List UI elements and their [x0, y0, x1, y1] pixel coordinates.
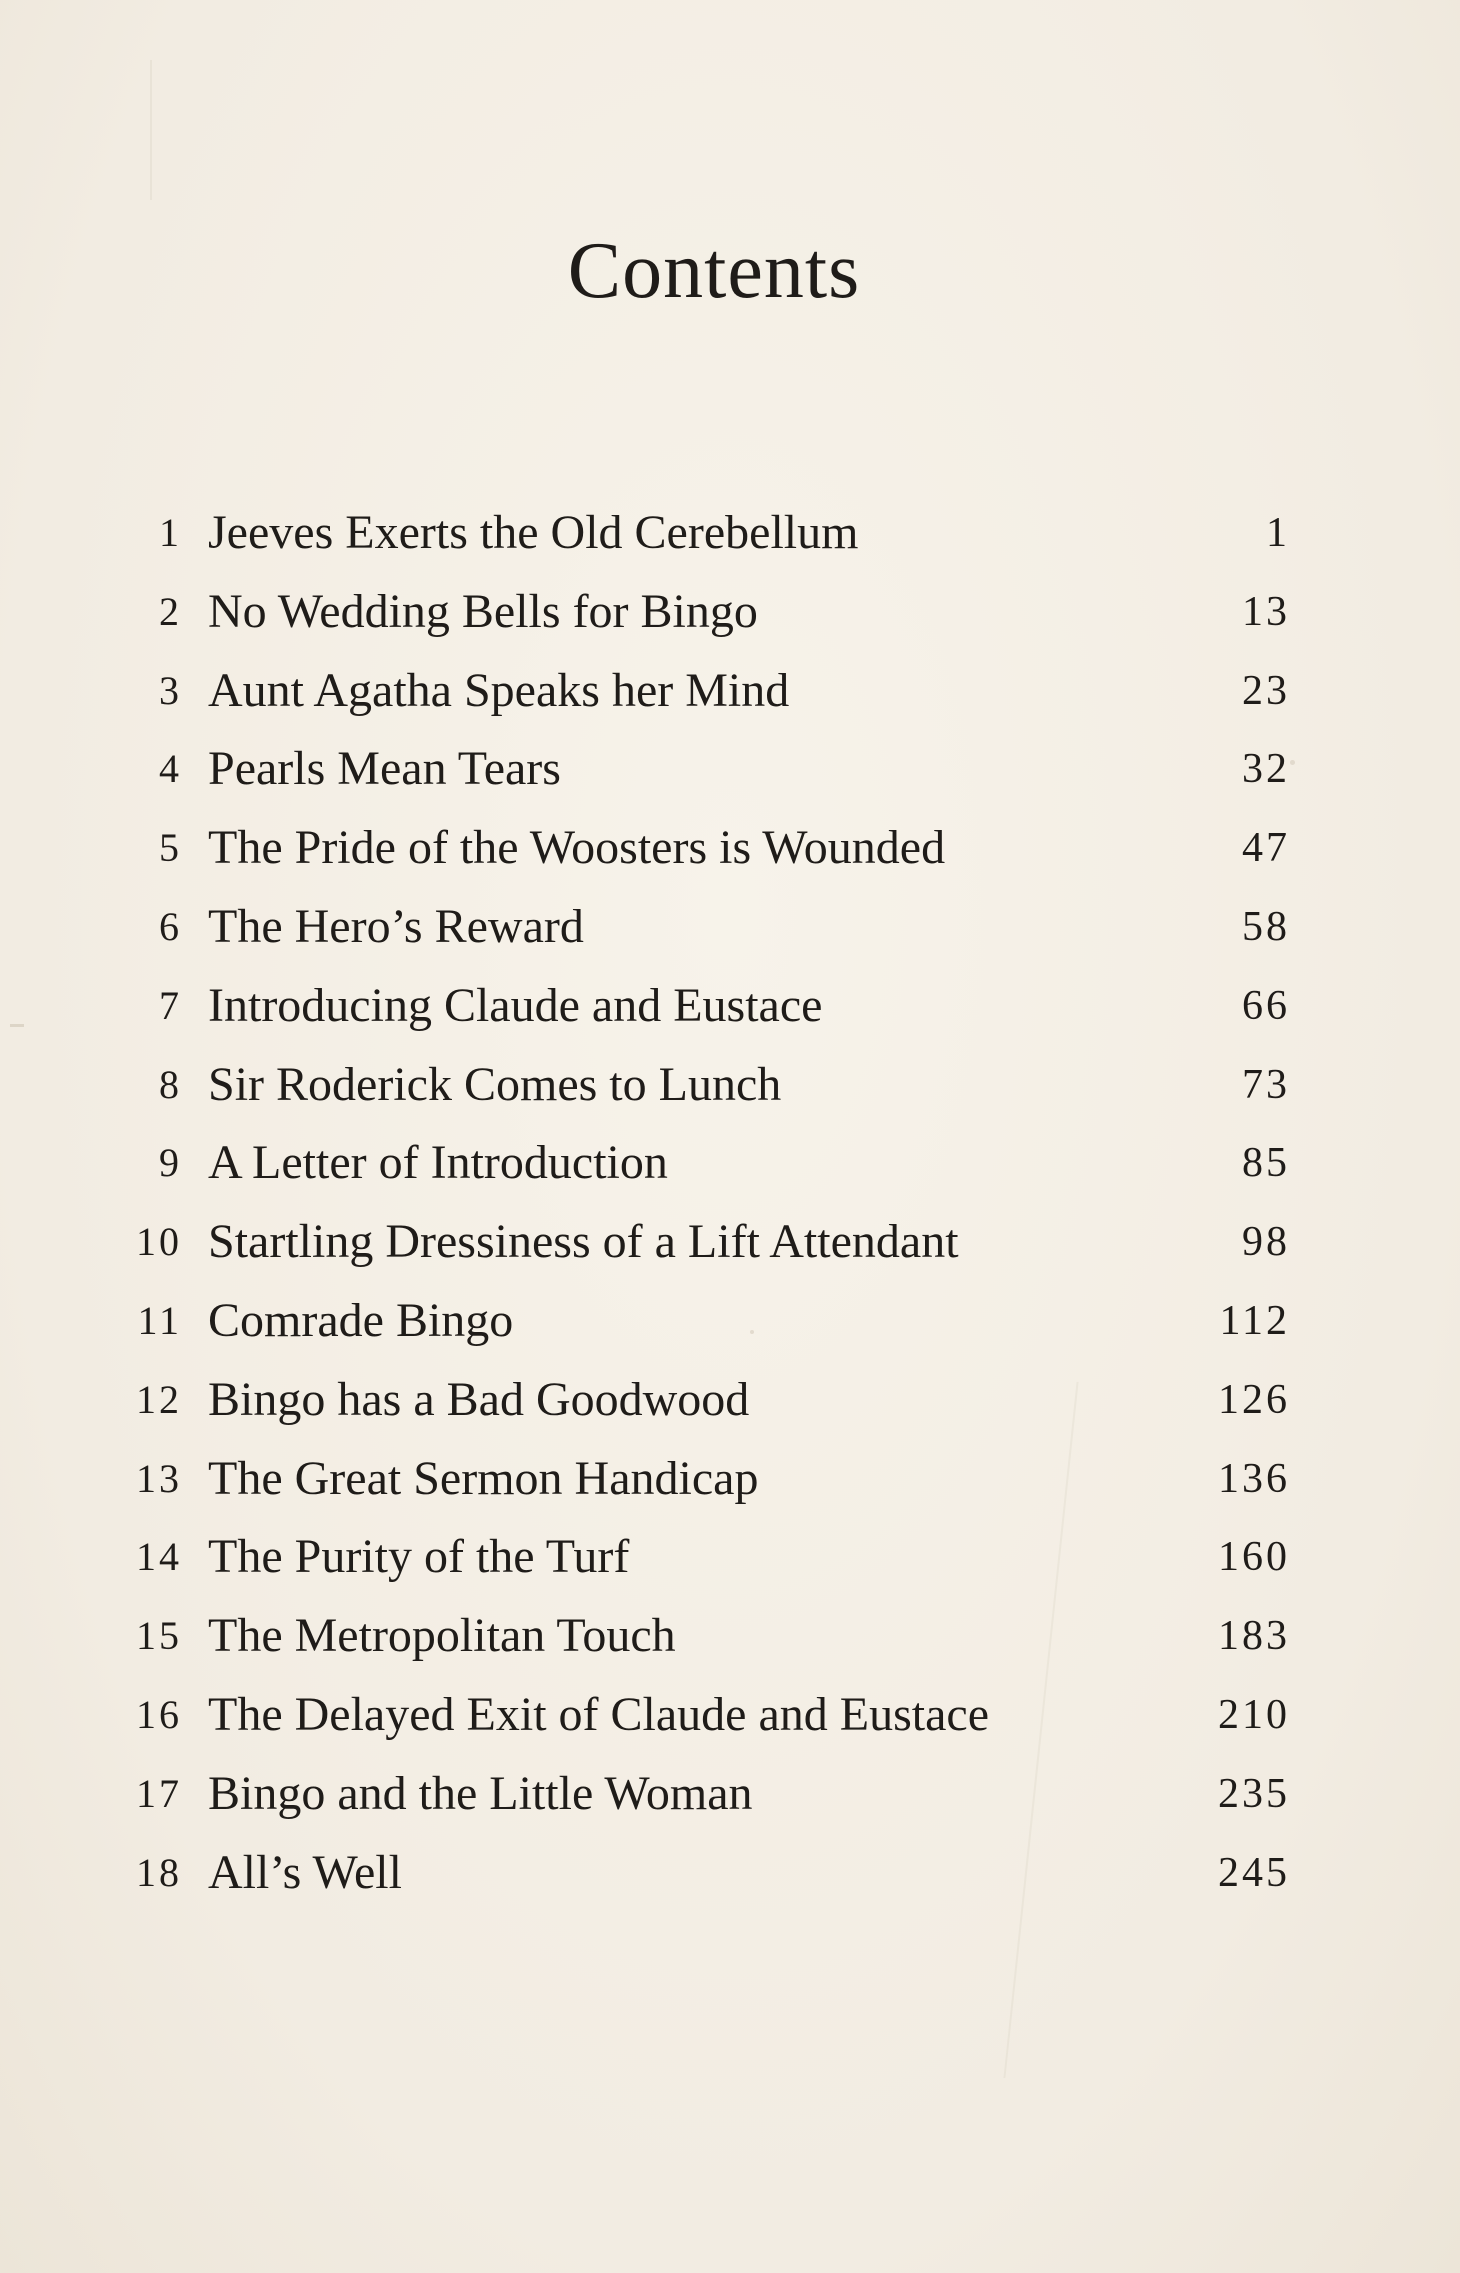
chapter-number: 17: [136, 1770, 182, 1816]
chapter-number: 2: [159, 588, 182, 634]
chapter-number: 10: [136, 1219, 182, 1265]
toc-entry[interactable]: [130, 1370, 1290, 1449]
page-number: 126: [1218, 1376, 1290, 1423]
table-of-contents: [130, 503, 1290, 1921]
chapter-title: Aunt Agatha Speaks her Mind: [208, 663, 790, 717]
chapter-number: 9: [159, 1140, 182, 1186]
chapter-number: 6: [159, 903, 182, 949]
chapter-title: The Pride of the Woosters is Wounded: [208, 821, 946, 875]
chapter-title: The Great Sermon Handicap: [208, 1451, 759, 1505]
chapter-title: Pearls Mean Tears: [208, 742, 561, 796]
chapter-number: 3: [159, 667, 182, 713]
chapter-title: No Wedding Bells for Bingo: [208, 584, 758, 638]
toc-entry[interactable]: [130, 739, 1290, 818]
chapter-title: All’s Well: [208, 1845, 402, 1899]
paper-speck: [10, 1024, 24, 1027]
toc-entry[interactable]: [130, 1527, 1290, 1606]
chapter-title: The Purity of the Turf: [208, 1530, 630, 1584]
chapter-number: 7: [159, 982, 182, 1028]
page-number: 1: [1266, 510, 1290, 556]
paper-speck: [150, 60, 152, 200]
chapter-number: 16: [136, 1691, 182, 1737]
toc-entry[interactable]: [130, 897, 1290, 976]
page-number: 13: [1242, 588, 1290, 635]
chapter-title: Introducing Claude and Eustace: [208, 978, 823, 1032]
chapter-number: 14: [136, 1534, 182, 1580]
page-number: 47: [1242, 825, 1290, 872]
toc-entry[interactable]: [130, 818, 1290, 897]
toc-entry[interactable]: [130, 661, 1290, 740]
chapter-number: 18: [136, 1849, 182, 1895]
chapter-title: Bingo has a Bad Goodwood: [208, 1372, 750, 1426]
page-number: 136: [1218, 1455, 1290, 1502]
page-number: 245: [1218, 1849, 1290, 1896]
chapter-title: Jeeves Exerts the Old Cerebellum: [208, 506, 859, 559]
page-number: 183: [1218, 1613, 1290, 1660]
page-number: 98: [1242, 1219, 1290, 1266]
toc-entry[interactable]: [130, 1685, 1290, 1764]
chapter-number: 11: [137, 1297, 182, 1343]
chapter-number: 1: [159, 510, 182, 555]
chapter-title: A Letter of Introduction: [208, 1136, 668, 1190]
toc-entry[interactable]: [130, 1212, 1290, 1291]
toc-entry[interactable]: [130, 1291, 1290, 1370]
chapter-number: 8: [159, 1061, 182, 1107]
toc-entry[interactable]: [130, 1055, 1290, 1134]
chapter-title: The Hero’s Reward: [208, 899, 584, 953]
chapter-title: Startling Dressiness of a Lift Attendant: [208, 1215, 959, 1269]
page-number: 85: [1242, 1140, 1290, 1187]
toc-entry[interactable]: [130, 1133, 1290, 1212]
page-number: 66: [1242, 982, 1290, 1029]
page-number: 235: [1218, 1770, 1290, 1817]
page-number: 73: [1242, 1061, 1290, 1108]
page-number: 210: [1218, 1691, 1290, 1738]
chapter-title: Sir Roderick Comes to Lunch: [208, 1057, 782, 1111]
chapter-number: 12: [136, 1376, 182, 1422]
paper-speck: [1290, 760, 1295, 765]
page-number: 160: [1218, 1534, 1290, 1581]
page-number: 23: [1242, 667, 1290, 714]
chapter-title: Comrade Bingo: [208, 1293, 514, 1347]
toc-entry[interactable]: [130, 976, 1290, 1055]
toc-entry[interactable]: [130, 1449, 1290, 1528]
page-number: 32: [1242, 746, 1290, 793]
chapter-title: The Delayed Exit of Claude and Eustace: [208, 1687, 990, 1741]
toc-entry[interactable]: [130, 503, 1290, 582]
chapter-number: 13: [136, 1455, 182, 1501]
toc-entry[interactable]: [130, 1843, 1290, 1922]
page-title: Contents: [567, 227, 861, 315]
chapter-number: 4: [159, 746, 182, 792]
page-number: 58: [1242, 903, 1290, 950]
chapter-title: Bingo and the Little Woman: [208, 1766, 753, 1820]
toc-entry[interactable]: [130, 582, 1290, 661]
chapter-number: 15: [136, 1613, 182, 1659]
chapter-number: 5: [159, 825, 182, 871]
chapter-title: The Metropolitan Touch: [208, 1609, 676, 1663]
page-number: 112: [1219, 1297, 1290, 1344]
toc-entry[interactable]: [130, 1764, 1290, 1843]
toc-entry[interactable]: [130, 1606, 1290, 1685]
